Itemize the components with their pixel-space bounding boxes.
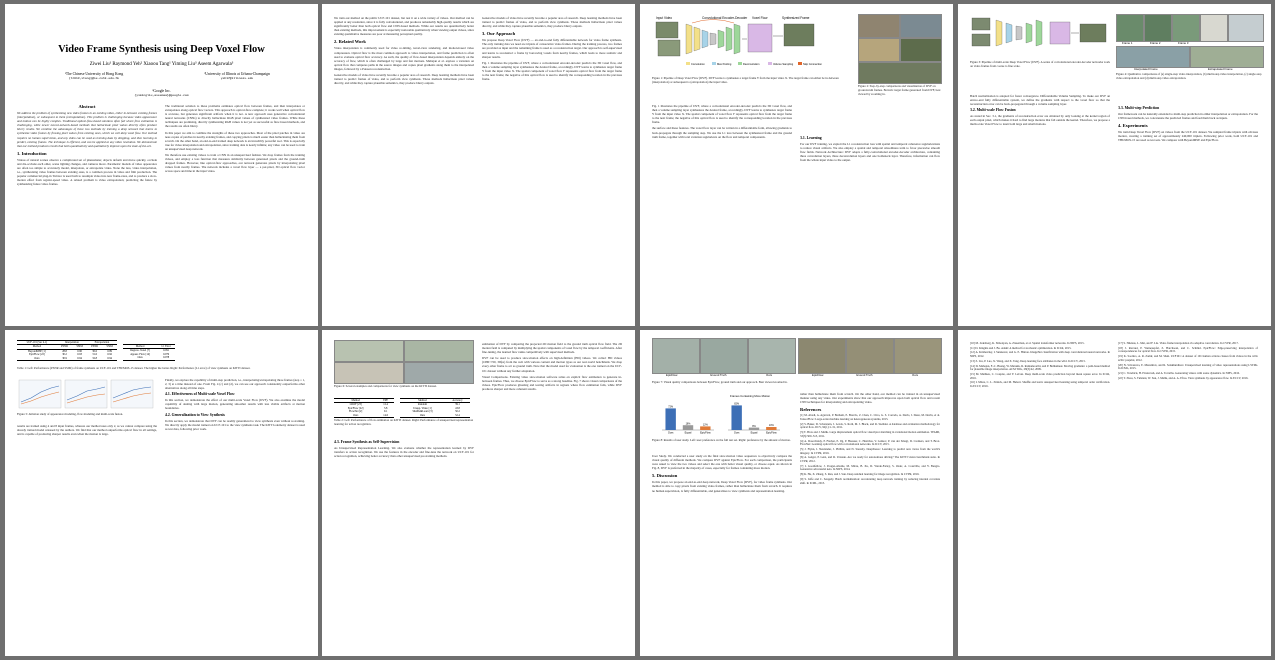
ablation-chart-1 xyxy=(19,380,61,408)
intro-text-4: We therefore use existing videos to train a CNN in an unsupervised fashion. We drop frames from the training videos, and employ a loss function that measures similarity between generated pixels and the ground-truth dropped frames. However, like optical-flow approaches, our network generates pixels by interpolating pixel values from nearby frames. The network includes a voxel flow layer — a per-pixel, 3D optical flow vector across space and time in the input video. xyxy=(165,153,305,174)
legend-pool-swatch xyxy=(712,62,716,65)
table-cell: Appear. Flow [14] xyxy=(130,352,150,356)
user-study-chart xyxy=(652,392,792,438)
experiments-text: We train Deep Voxel Flow (DVF) on videos from the UCF-101 dataset. We sampled frame triplets with obvious motion, creating a training set of approximately 240,000 triplets. Following prior work, both UCF-101 and THUMOS-15 are used as test sets. We compare with BeyondMSE and EpicFlow. xyxy=(1118,130,1258,143)
table-cell: 52.4 xyxy=(445,414,470,418)
table-cell: Random xyxy=(400,403,445,407)
ms-bottleneck xyxy=(1016,26,1022,40)
table-cell: 30.6 xyxy=(87,349,102,353)
visual-comparison-text: Visual Comparisons. Existing video slow-motion software relies on explicit flow estimation to generate in-between frames. Thus, we choose EpicFlow to serve as a strong baseline. Fig. 7 shows visual comparisons of the videos. EpicFlow produces ghosting and tearing artifacts in regions where flow estimation fails, while DVF produces sharper and more coherent results. xyxy=(482,374,622,391)
table-cell: EpicFlow [22] xyxy=(347,406,364,410)
approach-text-2: Fig. 1 illustrates the pipeline of DVF, where a convolutional encoder-decoder predicts the 3D voxel flow, and then a volume sampling layer synthesizes the desired frame, accordingly. DVF learns to synthesize target frame Y from the input video X. The spatial component of voxel flow F represents optical flow from the target frame to the next frame; the negative of this optical flow is used to identify the corresponding location in the previous frame. xyxy=(482,60,622,82)
fig7-label-gt-1: Ground Truth xyxy=(710,373,727,377)
conv-block-1 xyxy=(686,24,692,54)
affiliation-3-email: {yimingliu,aseemaa}@google.com xyxy=(134,93,189,97)
intro-text: Videos of natural scenes observe a complicated set of phenomena; objects deform and move quickly, occlude and dis-occlude each other, scene lighting changes, and cameras move. Parametric models of video appearance are often too simple to accurately model, interpolate, or extrapolate video. None the less, video interpolation, i.e., synthesizing video frames between existing ones, is a common process in video and film production. The popular commercial plug-in Twixtor is used both to resample video into new frame-rates, and to produce a slow-motion effect from regular-speed video. A related problem is video extrapolation; predicting the future by synthesizing future video frames. xyxy=(17,157,157,187)
legend-skip-swatch xyxy=(798,62,802,65)
synthesized-frame xyxy=(784,24,814,46)
figure-2-caption: Figure 2: Step-by-step comparisons and visualization of DVF on ground-truth frames. Bottom: target frame generated from DVF, best viewed by zooming in. xyxy=(858,84,941,96)
skip-connection-arrow xyxy=(692,20,734,24)
t1-group-1: Interpolation xyxy=(57,341,87,345)
figure-4 xyxy=(1116,14,1264,84)
t2r-h0: Method xyxy=(400,399,445,403)
page-2-left-column xyxy=(334,16,474,87)
multiscale-diagram xyxy=(970,14,1110,60)
multiscale-input-1 xyxy=(972,18,990,30)
chart-0-tick-label: Equal xyxy=(684,431,692,435)
table-row xyxy=(400,414,470,418)
fig7-image-1 xyxy=(652,338,700,374)
approach-heading: 3. Our Approach xyxy=(482,31,516,37)
table-2-flow xyxy=(334,398,394,418)
reference-item: [3] T. Brox and J. Malik. Large displacement optical flow: descriptor matching in variational motion estimation. TPAMI, 33(3):500–513, 2011. xyxy=(800,430,940,438)
page-1 xyxy=(5,4,318,326)
table-cell: 0.89 xyxy=(102,349,117,353)
table-cell: Ours xyxy=(123,356,157,360)
reference-item: [12] A. Krizhevsky, I. Sutskever, and G. E. Hinton. ImageNet classification with deep convolutional neural networks. In NIPS, 2012. xyxy=(970,350,1110,359)
deconv-block-3 xyxy=(734,24,740,54)
t2l-h1: EPE xyxy=(377,399,394,403)
page-8-left-column xyxy=(970,342,1110,390)
chart-0-tick-label: Ours xyxy=(667,431,674,435)
s41-text: In this section, we demonstrate the effect of our multi-scale Voxel Flow (DVF). We also examine the model capability of dealing with large motion, generating smoother results with less visible artifacts at motion boundaries. xyxy=(165,398,305,411)
table-2-wrapper xyxy=(334,398,474,418)
hd-text: DVF can be used to produce slow-motion effects on high-definition (HD) videos. We collect HD videos (1080×720, 30fps) from the web with various content and motion types as our real-world benchmark. We drop every other frame to act as ground truth. Note that the model used for evaluation is the one trained on the UCF-101 dataset without any further adaptation. xyxy=(482,356,622,373)
page-4-left-column xyxy=(970,94,1110,129)
chart-1-tick-label: Equal xyxy=(750,431,758,435)
table-2 xyxy=(334,398,474,430)
table-cell: 0.079 xyxy=(163,352,170,356)
intro-text-5: We train our method on the public UCF-101 dataset, but test it on a wide variety of videos. Our method can be applied at any resolution, since it is fully convolutional, and produces remarkably high-quality results which are significantly better than both optical flow and CNN-based methods. While our results are quantitatively better than existing methods, this improvement is especially noticeable qualitatively when viewing output videos, since existing quantitative measures are poor at measuring perceptual quality. xyxy=(334,16,474,37)
page-7-right-column xyxy=(800,392,940,486)
figure-4-caption: Figure 4: Qualitative comparisons of (a) single-step video interpolation, (b) multi-step video interpolation, (c) single-step video extrapolation and (d) multi-step video extrapolation. xyxy=(1116,72,1262,80)
chart-0-bar-epicflow xyxy=(700,423,710,430)
page-2 xyxy=(322,4,635,326)
intro-text-3: In this paper we aim to combine the strengths of these two approaches. Most of the pixel patches in video are near-copies of patches in nearby existing frames, and copying pixels is much easier than hallucinating them from scratch. On the other hand, an end-to-end trained deep network is an incredibly powerful tool. This is especially true for video interpolation and extrapolation, since training data is nearly infinite; any video can be used to train an unsupervised deep network. xyxy=(165,130,305,151)
figure-6-caption: Figure 6: Several examples and comparisons for view synthesis on the KITTI dataset. xyxy=(334,384,437,388)
fig4-extrap-label: Extrapolated Frame xyxy=(1208,67,1233,71)
chart-1-value-label: 10% xyxy=(768,424,774,428)
input-frame-1 xyxy=(656,22,678,38)
chart-1-value-label: 8% xyxy=(752,424,756,428)
multistep-results-text: Finally, we explore the capability of multi-step prediction, i.e., interpolating/extrapolating three frames (step = 1, 2, 3) at a time instead of one. From Fig. 4 (c) and (d), we can see our approach consistently outperforms other alternatives along all time steps. xyxy=(165,378,305,391)
legend-deconv-swatch xyxy=(738,62,742,65)
pool-block xyxy=(702,30,708,48)
table-cell: Ours xyxy=(334,414,377,418)
chart-0-bar-ours xyxy=(665,405,675,430)
t2l-h0: Method xyxy=(334,399,377,403)
table-cell: 12.4 xyxy=(377,403,394,407)
table-row xyxy=(123,356,175,360)
chart-title: Frames Containing More Motion xyxy=(730,394,770,398)
figure-5-caption: Figure 5: Ablation study of appearance modeling, flow modeling and multi-scale fusion. xyxy=(17,412,124,416)
figure-2-images xyxy=(858,14,942,84)
table-cell: Unsup. Video [1] xyxy=(413,406,432,410)
table-2-action xyxy=(400,398,470,418)
table-cell: 0.94 xyxy=(72,357,87,361)
table-cell: Regress. Voxel [7] xyxy=(123,349,157,353)
reference-item: [18] J. Revaud, P. Weinzaepfel, Z. Harchaoui, and C. Schmid. EpicFlow: Edge-preserving interpolation of correspondences for optical flow. In CVPR, 2015. xyxy=(1118,345,1258,354)
multistep-heading: 3.3. Multi-step Prediction xyxy=(1118,106,1160,110)
table-2-caption: Table 2: Left: Performance of flow estimation on KITTI dataset. Right: Performance of unsupervised representation learning for action recognition. xyxy=(334,418,474,426)
approach-text-3: Fig. 1 illustrates the pipeline of DVF, where a convolutional encoder-decoder predicts the 3D voxel flow, and then a volume sampling layer synthesizes the desired frame, accordingly. DVF learns to synthesize target frame Y from the input video X. The spatial component of voxel flow F represents optical flow from the target frame to the next frame; the negative of this optical flow is used to identify the corresponding location in the previous frame. xyxy=(652,104,792,125)
fusion-heading: 3.2. Multi-scale Flow Fusion xyxy=(970,108,1016,113)
reference-item: [8] K. He, X. Zhang, S. Ren, and J. Sun. Deep residual learning for image recognition. In CVPR, 2016. xyxy=(800,472,920,477)
t1r-h1: L1 Error xyxy=(157,345,175,349)
fig7-label-ours-2: Ours xyxy=(912,373,919,377)
fig4-frame-5 xyxy=(1228,14,1264,42)
fig4-extrap-panel xyxy=(1190,46,1264,68)
learning-heading: 3.1. Learning xyxy=(800,136,822,140)
table-cell: 0.93 xyxy=(77,353,82,357)
bottleneck-block xyxy=(710,33,716,45)
table-cell: EpicFlow [22] xyxy=(29,353,45,357)
t1-group-2: Extrapolation xyxy=(87,341,117,345)
reference-item: [13] Z. Liu, P. Luo, X. Wang, and X. Tang. Deep learning face attributes in the wild. In ICCV, 2015. xyxy=(970,358,1086,363)
chart-1-bar-equal xyxy=(749,428,759,430)
fig2-image-2 xyxy=(900,14,942,38)
table-cell: 32.8 xyxy=(87,357,102,361)
ms-voxel-flow xyxy=(1050,22,1070,44)
figure-6 xyxy=(334,340,474,392)
voxel-flow-volume xyxy=(748,24,772,52)
fig2-image-5 xyxy=(858,62,942,84)
fig4-frame2-label: Frame 2 xyxy=(1150,41,1161,45)
page-5-right-column xyxy=(165,378,305,433)
table-cell: FlowNet [2] xyxy=(349,410,363,414)
reference-item: [19] K. Soomro, A. R. Zamir, and M. Shah. UCF101: A dataset of 101 human actions classes from videos in the wild. arXiv preprint, 2012. xyxy=(1118,354,1258,362)
page-8 xyxy=(958,330,1271,656)
fig7-image-3 xyxy=(748,338,796,374)
figure-6-images xyxy=(334,340,474,384)
page-3 xyxy=(640,4,953,326)
figure-7-caption: Figure 7: Visual quality comparisons between EpicFlow, ground truth and our approach. Best viewed zoomed in. xyxy=(652,380,788,384)
figure-1 xyxy=(652,14,852,94)
figure-8 xyxy=(652,392,792,446)
table-cell: 50.2 xyxy=(455,410,460,414)
discussion-heading: 5. Discussion xyxy=(652,473,678,479)
page-7 xyxy=(640,330,953,656)
fig4-interp-label: Interpolated Frame xyxy=(1134,67,1158,71)
legend-conv-swatch xyxy=(686,62,690,65)
t2r-h1: Accuracy xyxy=(445,399,470,403)
affiliation-1 xyxy=(19,72,169,81)
reference-item: [20] N. Srivastava, E. Mansimov, and R. Salakhutdinov. Unsupervised learning of video representations using LSTMs. In ICML, 2015. xyxy=(1118,362,1258,371)
page-4-right-column xyxy=(1118,104,1258,144)
fusion-text: As stated in Sec. 3.1, the gradients of reconstruction error are obtained by only looking at the kernel region of each output pixel, which makes it hard to find large motions that fall outside the kernel. Therefore, we propose a multi-scale Voxel Flow to learn both large and small motions. xyxy=(970,114,1110,127)
table-cell: 9.1 xyxy=(383,410,388,414)
page-6 xyxy=(322,330,635,656)
fig7-image-6 xyxy=(894,338,942,374)
multiscale-input-2 xyxy=(972,34,990,46)
page-6-right-column xyxy=(482,342,622,393)
reference-item: [15] M. Mathieu, C. Couprie, and Y. LeCun. Deep multi-scale video prediction beyond mean square error. In ICLR, 2016. xyxy=(970,371,1110,380)
chart-1-tick-label: EpicFlow xyxy=(766,431,777,435)
ms-deconv-1 xyxy=(1026,23,1032,43)
input-frame-2 xyxy=(658,40,680,56)
page-7-left-column xyxy=(652,454,792,495)
encoder-decoder-label: Convolutional Encoder-Decoder xyxy=(702,16,748,20)
chart-0-bar-equal xyxy=(683,425,693,430)
fig7-label-epicflow-2: EpicFlow xyxy=(812,373,824,377)
table-cell: Ours xyxy=(400,414,445,418)
fig7-image-5 xyxy=(846,338,894,374)
table-cell: LDOF [23] xyxy=(334,403,377,407)
conv-block-2 xyxy=(694,27,700,51)
user-study-text: User Study. We conducted a user study on the final slow-motion video sequences to objectively compare the visual quality of different methods. We compare DVF against EpicFlow. For each comparison, the participants were asked to view the two videos and select the one with better visual quality, or choose equal. As shown in Fig. 8, DVF is preferred in the majority of cases, especially for frames containing more motion. xyxy=(652,454,792,471)
fig2-image-4 xyxy=(900,38,942,62)
table-cell: Ours xyxy=(17,357,57,361)
reference-item: [2] S. Baker, D. Scharstein, J. Lewis, S. Roth, M. J. Black, and R. Szeliski. A database and evaluation methodology for optical flow. IJCV, 92(1):1–31, 2011. xyxy=(800,421,940,430)
references-heading: References xyxy=(800,407,822,413)
affiliation-2-name: ²University of Illinois at Urbana-Champaign xyxy=(204,72,270,76)
reference-item: [9] S. Ioffe and C. Szegedy. Batch normalization: Accelerating deep network training by reducing internal covariate shift. In ICML, 2015. xyxy=(800,476,940,485)
abstract-text: We address the problem of synthesizing new video frames in an existing video, either in-between existing frames (interpolation), or subsequent to them (extrapolation). This problem is challenging because video appearance and motion can be highly complex. Traditional optical-flow-based solutions often fail where flow estimation is challenging, while newer neural-network-based methods that hallucinate pixel values directly often produce blurry results. We combine the advantages of these two methods by training a deep network that learns to synthesize video frames by flowing pixel values from existing ones, which we call deep voxel flow. Our method requires no human supervision, and any video can be used as training data by dropping, and then learning to predict, existing frames. The technique is efficient, and can be applied at any video resolution. We demonstrate that our method produces results that both quantitatively and qualitatively improve upon the state-of-the-art. xyxy=(17,111,157,148)
fig6-image-2 xyxy=(404,340,474,362)
learning-text: For our DVF training, we exploit the L1 reconstruction loss with spatial and temporal coherence regularizations to reduce visual artifacts. We also employ a spatial and temporal smoothness term to favor piecewise smooth flow fields. Network Architecture: DVF adopts a fully-convolutional encoder-decoder architecture, containing three convolution layers, three deconvolution layers and one bottleneck layer. Therefore, information can flow from the whole input video to the output. xyxy=(800,142,940,163)
table-cell: 0.92 xyxy=(107,353,113,357)
reference-item: [11] D. Kingma and J. Ba. Adam: A method for stochastic optimization. In ICLR, 2015. xyxy=(970,345,1072,350)
reference-item: [21] C. Vondrick, H. Pirsiavash, and A. Torralba. Generating videos with scene dynamics. In NIPS, 2016. xyxy=(1118,370,1240,375)
fig4-interp-panel xyxy=(1116,46,1190,68)
unsup-text: As Unsupervised Representation Learning. We also evaluate whether the representation learned by DVF transfers to action recognition. We use the features in the encoder and fine-tune the network on UCF-101 for action recognition, achieving better accuracy than other unsupervised pre-training methods. xyxy=(334,446,474,459)
voxel-flow-label: Voxel Flow xyxy=(752,16,768,20)
fig6-image-1 xyxy=(334,340,404,362)
page-1-left-column xyxy=(17,104,157,189)
table-cell: BeyondMSE [1] xyxy=(17,349,57,353)
discussion-text-2: rather than hallucinate them from scratch. On the other hand, our method can be trained in an unsupervised manner using any video. Our experiments show that our approach improves upon both optical flow and recent CNN techniques for interpolating and extrapolating video. xyxy=(800,392,940,405)
reference-item: [5] J. Flynn, I. Neulander, J. Philbin, and N. Snavely. DeepStereo: Learning to predict new views from the world's imagery. In CVPR, 2016. xyxy=(800,446,940,455)
fig2-image-1 xyxy=(858,14,900,38)
table-cell: 28.8 xyxy=(57,349,72,353)
table-cell: 30.2 xyxy=(62,353,67,357)
reference-item: [22] T. Zhou, S. Tulsiani, W. Sun, J. Malik, and A. A. Efros. View synthesis by appearance flow. In ECCV, 2016. xyxy=(1118,375,1249,380)
fig6-image-4 xyxy=(404,362,474,384)
ms-deconv-2 xyxy=(1036,20,1042,46)
reference-item: [14] D. Mahajan, F.-C. Huang, W. Matusik, R. Ramamoorthi, and P. Belhumeur. Moving gradients: a path-based method for plausible image interpolation. ACM TOG, 28(3):42, 2009. xyxy=(970,363,1110,372)
figure-7-images xyxy=(652,338,942,380)
ms-pool-1 xyxy=(1006,23,1012,43)
results-text: results are trained using 4 and 8 input frames, whereas our method uses only 2, as we cannot compare using the already trained model released by the authors. We find that our method outperforms optical flow in all settings, and is capable of producing sharper results even when the motion is large. xyxy=(17,424,157,437)
related-text-2: Generative models of video have recently become a popular area of research. Deep learning methods have been trained to predict frames of video, and to perform view synthesis. These methods hallucinate pixel values directly, and while they capture plausible semantics, they produce blurry outputs. xyxy=(334,73,474,86)
ablation-chart-3 xyxy=(111,380,153,408)
page-6-left-column xyxy=(334,438,474,460)
table-cell: 14.6 xyxy=(377,414,394,418)
affiliation-2-email: yeh17@illinois.edu xyxy=(220,76,254,80)
table-cell: 0.078 xyxy=(157,356,175,360)
t1-h3: PSNR xyxy=(87,345,102,349)
figure-1-legend xyxy=(686,62,822,66)
sampling-text: Batch normalization is adopted for faster convergence. Differentiable Volume Sampling. To make our DVF an end-to-end fully differentiable system, we define the gradients with respect to the voxel flow so that the reconstruction error can be back-propagated through a volume sampling layer. xyxy=(970,94,1110,107)
fig6-image-3 xyxy=(334,362,404,384)
affiliation-3-name: ³Google Inc. xyxy=(152,89,171,93)
affiliation-1-email: {lz013,xtang}@ie.cuhk.edu.hk xyxy=(68,76,120,80)
affiliation-3 xyxy=(19,89,304,98)
figure-2 xyxy=(858,14,942,100)
approach-text-4: the surface and these features. The voxel flow layer can be written in a differentiable form, allowing gradients to back-propagate through the sampling step. We use the L1 loss between the synthesized frame and the ground truth frame, together with total variation regularizers on the flow and temporal components. xyxy=(652,126,792,139)
page-8-right-column xyxy=(1118,342,1258,381)
page-3-left-column xyxy=(652,104,792,141)
pipeline-diagram xyxy=(652,14,852,76)
multistep-text: Our framework can be naturally extended to multi-step prediction in either interpolation or extrapolation. For the CNN-based methods, we concatenate the predicted frames and feed them back as inputs. xyxy=(1118,112,1258,121)
abstract-heading: Abstract xyxy=(78,104,96,109)
experiments-heading: 4. Experiments xyxy=(1118,123,1148,129)
chart-1-value-label: 82% xyxy=(734,402,740,406)
fig4-frame-2 xyxy=(1144,14,1172,42)
t1-h2: SSIM xyxy=(72,345,87,349)
chart-0-value-label: 16% xyxy=(685,422,691,426)
reference-item: [7] I. Goodfellow, J. Pouget-Abadie, M. Mirza, B. Xu, D. Warde-Farley, S. Ozair, A. Courville, and Y. Bengio. Generative adversarial nets. In NIPS, 2014. xyxy=(800,463,940,472)
fig7-image-4 xyxy=(798,338,846,374)
page-3-right-column xyxy=(800,134,940,164)
fig4-frame1-label: Frame 1 xyxy=(1122,41,1133,45)
reference-item: [17] S. Niklaus, L. Mai, and F. Liu. Video frame interpolation via adaptive convolution. In CVPR, 2017. xyxy=(1118,341,1239,345)
s42-heading: 4.2. Generalization to View Synthesis xyxy=(165,412,225,417)
input-video-label: Input Video xyxy=(656,16,673,20)
table-cell: 43.8 xyxy=(455,406,460,410)
reference-item: [4] A. Dosovitskiy, P. Fischer, E. Ilg, P. Hausser, C. Hazirbas, V. Golkov, P. van der Smagt, D. Cremers, and T. Brox. FlowNet: Learning optical flow with convolutional networks. In ICCV, 2015. xyxy=(800,438,940,447)
fig7-label-epicflow-1: EpicFlow xyxy=(666,373,678,377)
s42-text: In this section, we demonstrate that DVF can be readily generalized to view synthesis even without re-training. We directly apply the model trained on UCF-101 to the view synthesis task. The KITTI odometry dataset is used as test data, following prior work. xyxy=(165,418,305,431)
fig4-frame-4 xyxy=(1200,14,1228,42)
t1-h4: SSIM xyxy=(102,345,117,349)
paper-title: Video Frame Synthesis using Deep Voxel Flow xyxy=(58,44,265,55)
t1-h1: PSNR xyxy=(57,345,72,349)
legend-deconv-label: Deconvolution xyxy=(743,63,760,66)
chart-1-bar-ours xyxy=(731,402,741,430)
chart-0-tick-label: EpicFlow xyxy=(700,431,711,435)
s41-heading: 4.1. Effectiveness of Multi-scale Voxel Flow xyxy=(165,392,235,397)
related-text-3: Generative models of video have recently become a popular area of research. Deep learning methods have been trained to predict frames of video, and to perform view synthesis. These methods hallucinate pixel values directly, and while they capture plausible semantics, they produce blurry outputs. xyxy=(482,16,622,29)
page-1-right-column xyxy=(165,104,305,176)
page-4 xyxy=(958,4,1271,326)
ms-conv-1 xyxy=(996,20,1002,46)
reference-item: [10] M. Jaderberg, K. Simonyan, A. Zisserman, et al. Spatial transformer networks. In NIPS, 2015. xyxy=(970,341,1085,345)
related-heading: 2. Related Work xyxy=(334,39,366,45)
table-cell: Shuffle&Learn [3] xyxy=(412,410,433,414)
fig4-frame3-label: Frame 3 xyxy=(1178,41,1189,45)
figure-3-caption: Figure 3: Pipeline of multi-scale Deep Voxel Flow (DVF). A series of convolutional encoder-decoder networks work on video frames from coarse to fine scale. xyxy=(970,60,1110,68)
legend-skip-label: Skip Connection xyxy=(803,63,822,66)
table-cell: 39.1 xyxy=(445,403,470,407)
fig4-frame-3 xyxy=(1172,14,1200,42)
affiliation-1-name: ¹The Chinese University of Hong Kong xyxy=(64,72,124,76)
figure-1-caption: Figure 1: Pipeline of Deep Voxel Flow (DVF). DVF learns to synthesize a target frame Y from the input video X. The target frame can either be in-between (interpolation) or subsequent to (extrapolation) the input video. xyxy=(652,76,839,84)
page-5-left-column xyxy=(17,424,157,438)
related-text: Video interpolation is commonly used for video re-timing, novel-view rendering, and motion-based video compression. Optical flow is the most common approach to video interpolation, and frame prediction is often used to evaluate optical flow accuracy. As such, the quality of flow-based interpolation depends entirely on the accuracy of flow, which is often challenged by large and fast motions. Mahajan et al. explore a variation on optical flow that computes paths in the source images and copies pixel gradients along them to the interpolated images, followed by a Poisson reconstruction. xyxy=(334,46,474,71)
fig2-image-3 xyxy=(858,38,900,62)
affiliation-2 xyxy=(167,72,307,81)
table-1-view-synthesis xyxy=(123,344,175,361)
table-cell: 3.8 xyxy=(383,406,388,410)
fig7-label-ours-1: Ours xyxy=(766,373,773,377)
t1-group-0: UCF-101 (Sec 4.1) xyxy=(17,341,57,345)
chart-0-value-label: 12% xyxy=(702,423,708,427)
chart-0-value-label: 72% xyxy=(668,405,674,409)
table-1-frame-synthesis xyxy=(17,340,117,361)
reference-item: [16] I. Misra, C. L. Zitnick, and M. Hebert. Shuffle and learn: unsupervised learning using temporal order verification. In ECCV, 2016. xyxy=(970,380,1110,389)
figure-8-caption: Figure 8: Results of user study. Left: user preference on the full test set. Right: preference by the amount of motion. xyxy=(652,438,791,442)
fig7-image-2 xyxy=(700,338,748,374)
figure-3 xyxy=(970,14,1110,72)
flow-eval-text: estimation of DVF by comparing the projected 2D motion field to the ground truth optical flow field. The 2D motion field is computed by multiplying the spatial components of voxel flow by the temporal coefficients. After fine-tuning, the learned flow ranks competitively with supervised methods. xyxy=(482,342,622,355)
table-cell: 31.6 xyxy=(92,353,97,357)
legend-pool-label: Max Pooling xyxy=(717,63,732,66)
legend-sample-swatch xyxy=(768,62,772,65)
ablation-charts xyxy=(17,378,157,412)
figure-5 xyxy=(17,378,157,420)
table-cell: 0.091 xyxy=(157,349,175,353)
legend-sample-label: Volume Sampling xyxy=(773,63,794,66)
chart-1-tick-label: Ours xyxy=(733,431,740,435)
ms-output-frame xyxy=(1080,24,1106,42)
deconv-block-1 xyxy=(718,30,724,48)
chart-1-bar-epicflow xyxy=(766,427,776,430)
t1r-h0: Method xyxy=(123,345,157,349)
figure-4-images xyxy=(1116,14,1264,72)
paper-authors: Ziwei Liu¹ Raymond Yeh² Xiaoou Tang¹ Yiming Liu³ Aseem Agarwala³ xyxy=(89,62,234,67)
table-1-caption: Table 1: Left: Performance (PSNR and SSIM) of frame synthesis on UCF-101 and THUMOS-15 dataset. The higher the better. Right: Performance (L1 error) of view synthesis on KITTI dataset. xyxy=(17,366,251,370)
deconv-block-2 xyxy=(726,27,732,51)
t1-h0: Method xyxy=(17,345,57,349)
reference-item: [1] M. Abadi, A. Agarwal, P. Barham, E. Brevdo, Z. Chen, C. Citro, G. S. Corrado, A. Davis, J. Dean, M. Devin, et al. TensorFlow: Large-scale machine learning on heterogeneous systems, 2015. xyxy=(800,413,940,421)
page-5 xyxy=(5,330,318,656)
table-1-right xyxy=(123,344,175,361)
page-2-right-column xyxy=(482,16,622,83)
table-row xyxy=(334,414,394,418)
table-1-left xyxy=(17,340,117,361)
discussion-text: In this paper, we propose an end-to-end deep network, Deep Voxel Flow (DVF), for video frame synthesis. Our method is able to copy pixels from existing video frames, rather than hallucinate them from scratch. It requires no human supervision, is fully differentiable, and generalizes to view synthesis and representation learning. xyxy=(652,480,792,493)
legend-conv-label: Convolution xyxy=(691,63,705,66)
table-cell: 30.9 xyxy=(57,357,72,361)
ablation-chart-2 xyxy=(65,380,107,408)
intro-text-2: The traditional solution to these problems estimates optical flow between frames, and then interpolates or extrapolates along optical flow vectors. This approach is optical-flow-complete; it works well when optical flow is accurate, but generates significant artifacts when it is not. A new approach uses generative convolutional neural networks (CNNs) to directly hallucinate RGB pixel values of synthesized video frames. While these techniques are promising, directly synthesizing RGB values is not yet as successful as flow-based methods, and the results are often blurry. xyxy=(165,104,305,129)
synthesized-frame-label: Synthesized Frame xyxy=(782,16,810,20)
fig4-frame-1 xyxy=(1116,14,1144,42)
table-cell: 0.94 xyxy=(102,357,117,361)
approach-text: We propose Deep Voxel Flow (DVF) — an end-to-end fully differentiable network for video frame synthesis. The only training data we need are triplets of consecutive video frames. During the training process, two frames are provided as input and the remaining frame is used as a reconstruction target. Our approach is self-supervised and learns to reconstruct a frame by borrowing voxels from nearby frames, which leads to more realistic and sharper results. xyxy=(482,38,622,59)
table-row xyxy=(17,357,117,361)
figure-7 xyxy=(652,338,942,388)
fig7-label-gt-2: Ground Truth xyxy=(856,373,873,377)
intro-heading: 1. Introduction xyxy=(17,150,47,156)
table-cell: 0.90 xyxy=(72,349,87,353)
s43-heading: 4.3. Frame Synthesis as Self-Supervision xyxy=(334,440,400,444)
reference-item: [6] A. Geiger, P. Lenz, and R. Urtasun. Are we ready for autonomous driving? The KITTI vision benchmark suite. In CVPR, 2012. xyxy=(800,455,940,464)
